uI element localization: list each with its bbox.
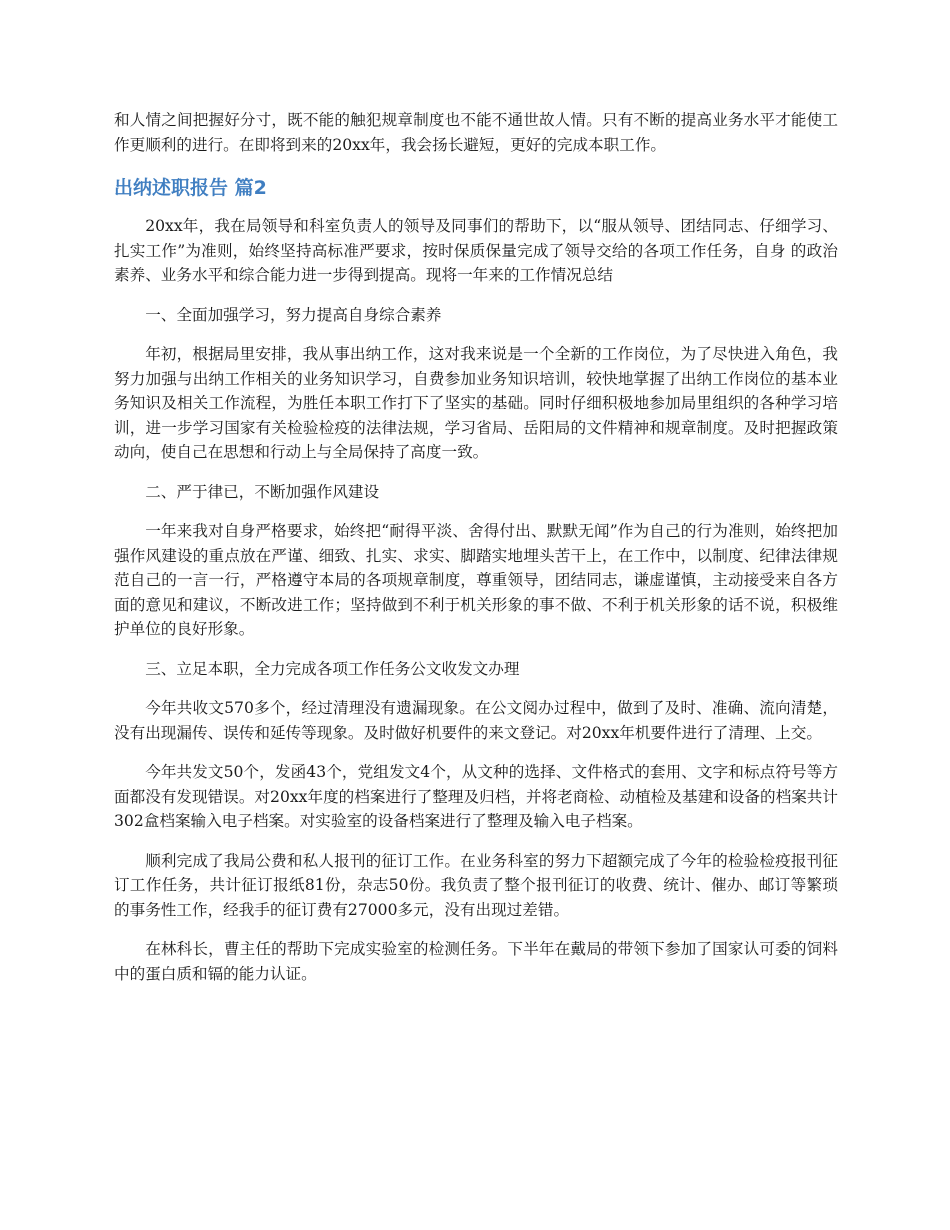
section-subheading: 一、全面加强学习，努力提高自身综合素养	[145, 305, 442, 324]
section-subheading: 三、立足本职，全力完成各项工作任务公文收发文办理	[145, 659, 520, 678]
body-paragraph: 顺利完成了我局公费和私人报刊的征订工作。在业务科室的努力下超额完成了今年的检验检疫报刊征订工作任务，共计征订报纸81份，杂志50份。我负责了整个报刊征订的收费、统计、催办、邮订等繁琐的事务性工作，经我手的征订费有27000多元，没有出现过差错。	[114, 851, 838, 919]
body-paragraph: 今年共发文50个，发函43个，党组发文4个，从文种的选择、文件格式的套用、文字和标点符号等方面都没有发现错误。对20xx年度的档案进行了整理及归档，并将老商检、动植检及基建和设备的档案共计302盒档案输入电子档案。对实验室的设备档案进行了整理及输入电子档案。	[114, 763, 838, 830]
section-heading: 出纳述职报告 篇2	[114, 177, 267, 199]
body-paragraph: 20xx年，我在局领导和科室负责人的领导及同事们的帮助下，以“服从领导、团结同志、仔细学习、扎实工作”为准则，始终坚持高标准严要求，按时保质保量完成了领导交给的各项工作任务，自身 的政治素养、业务水平和综合能力进一步得到提高。现将一年来的工作情况总结	[114, 217, 838, 284]
body-paragraph: 年初，根据局里安排，我从事出纳工作，这对我来说是一个全新的工作岗位，为了尽快进入角色，我努力加强与出纳工作相关的业务知识学习，自费参加业务知识培训，较快地掌握了出纳工作岗位的基本业务知识及相关工作流程，为胜任本职工作打下了坚实的基础。同时仔细积极地参加局里组织的各种学习培训，进一步学习国家有关检验检疫的法律法规，学习省局、岳阳局的文件精神和规章制度。及时把握政策动向，使自己在思想和行动上与全局保持了高度一致。	[114, 345, 838, 461]
body-paragraph: 在林科长，曹主任的帮助下完成实验室的检测任务。下半年在戴局的带领下参加了国家认可委的饲料中的蛋白质和镉的能力认证。	[114, 940, 838, 983]
body-paragraph: 今年共收文570多个，经过清理没有遗漏现象。在公文阅办过程中，做到了及时、准确、流向清楚，没有出现漏传、误传和延传等现象。及时做好机要件的来文登记。对20xx年机要件进行了清理、上交。	[114, 699, 838, 742]
body-paragraph: 一年来我对自身严格要求，始终把“耐得平淡、舍得付出、默默无闻”作为自己的行为准则，始终把加强作风建设的重点放在严谨、细致、扎实、求实、脚踏实地埋头苦干上，在工作中，以制度、纪律法律规范自己的一言一行，严格遵守本局的各项规章制度，尊重领导，团结同志，谦虚谨慎，主动接受来自各方面的意见和建议，不断改进工作；坚持做到不利于机关形象的事不做、不利于机关形象的话不说，积极维护单位的良好形象。	[114, 522, 838, 638]
section-subheading: 二、严于律已，不断加强作风建设	[145, 482, 380, 501]
continuation-paragraph: 和人情之间把握好分寸，既不能的触犯规章制度也不能不通世故人情。只有不断的提高业务水平才能使工作更顺利的进行。在即将到来的20xx年，我会扬长避短，更好的完成本职工作。	[114, 111, 838, 154]
